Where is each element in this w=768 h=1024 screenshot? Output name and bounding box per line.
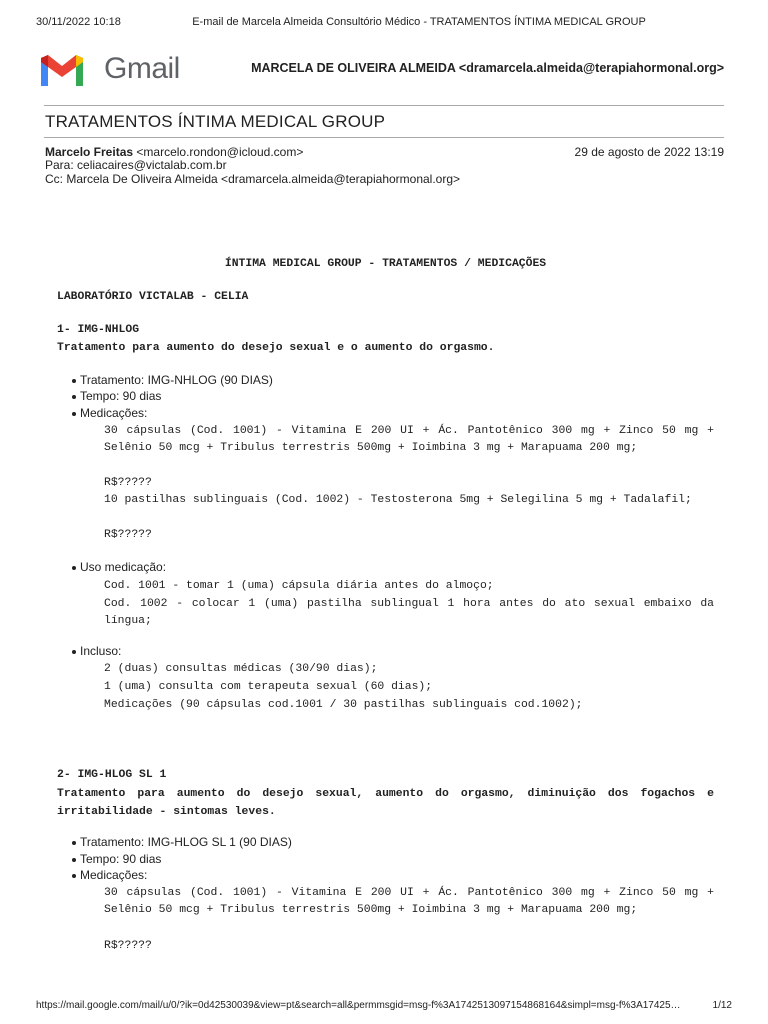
logo-row bbox=[38, 50, 724, 90]
main-title: ÍNTIMA MEDICAL GROUP - TRATAMENTOS / MEDICAÇÕES bbox=[224, 258, 547, 270]
list-item: Incluso: bbox=[80, 644, 122, 658]
page-number: 1/12 bbox=[712, 1000, 732, 1011]
price: R$????? bbox=[104, 477, 152, 489]
included-1: 2 (duas) consultas médicas (30/90 dias); bbox=[104, 663, 378, 675]
email-date: 29 de agosto de 2022 13:19 bbox=[574, 145, 724, 159]
list-item: Uso medicação: bbox=[80, 560, 167, 574]
print-datetime: 30/11/2022 10:18 bbox=[36, 16, 121, 28]
print-title: E-mail de Marcela Almeida Consultório Médico - TRATAMENTOS ÍNTIMA MEDICAL GROUP bbox=[192, 16, 646, 28]
price: R$????? bbox=[104, 940, 152, 952]
sender-line bbox=[45, 145, 724, 159]
divider bbox=[44, 105, 724, 106]
list-item: Tratamento: IMG-NHLOG (90 DIAS) bbox=[80, 373, 273, 387]
treatment-description: Tratamento para aumento do desejo sexual e o aumento do orgasmo. bbox=[57, 342, 495, 354]
usage-2: Cod. 1002 - colocar 1 (uma) pastilha sublingual 1 hora antes do ato sexual embaixo da língua; bbox=[104, 598, 714, 628]
list-item: Tempo: 90 dias bbox=[80, 852, 162, 866]
lab-heading: LABORATÓRIO VICTALAB - CELIA bbox=[57, 291, 249, 303]
print-footer bbox=[36, 1000, 732, 1011]
email-subject: TRATAMENTOS ÍNTIMA MEDICAL GROUP bbox=[45, 112, 386, 131]
recipient-cc: Cc: Marcela De Oliveira Almeida <dramarcela.almeida@terapiahormonal.org> bbox=[45, 172, 461, 186]
included-2: 1 (uma) consulta com terapeuta sexual (60 dias); bbox=[104, 681, 433, 693]
divider bbox=[44, 137, 724, 138]
treatment-heading: 1- IMG-NHLOG bbox=[57, 324, 140, 336]
treatment-description: Tratamento para aumento do desejo sexual, aumento do orgasmo, diminuição dos fogachos e irritabilidade - sintomas leves. bbox=[57, 788, 714, 818]
sender-email: <marcelo.rondon@icloud.com> bbox=[136, 145, 304, 159]
medication-1: 30 cápsulas (Cod. 1001) - Vitamina E 200 UI + Ác. Pantotênico 300 mg + Zinco 50 mg + Selênio 50 mcg + Tribulus terrestris 500mg + Ioimbina 3 mg + Marapuama 200 mg; bbox=[104, 887, 714, 917]
list-item: Medicações: bbox=[80, 868, 148, 882]
list-item: Tratamento: IMG-HLOG SL 1 (90 DIAS) bbox=[80, 835, 292, 849]
list-item: Tempo: 90 dias bbox=[80, 389, 162, 403]
medication-1: 30 cápsulas (Cod. 1001) - Vitamina E 200 UI + Ác. Pantotênico 300 mg + Zinco 50 mg + Selênio 50 mcg + Tribulus terrestris 500mg + Ioimbina 3 mg + Marapuama 200 mg; bbox=[104, 425, 714, 455]
sender-name: Marcelo Freitas bbox=[45, 145, 134, 159]
list-item: Medicações: bbox=[80, 406, 148, 420]
gmail-wordmark: Gmail bbox=[104, 52, 180, 85]
price: R$????? bbox=[104, 529, 152, 541]
treatment-heading: 2- IMG-HLOG SL 1 bbox=[57, 769, 167, 781]
usage-1: Cod. 1001 - tomar 1 (uma) cápsula diária antes do almoço; bbox=[104, 580, 494, 592]
print-header bbox=[36, 16, 732, 32]
account-identity: MARCELA DE OLIVEIRA ALMEIDA <dramarcela.almeida@terapiahormonal.org> bbox=[251, 61, 724, 75]
page-url: https://mail.google.com/mail/u/0/?ik=0d42530039&view=pt&search=all&permmsgid=msg-f%3A1742513097154868164&simpl=msg-f%3A17425… bbox=[36, 1000, 681, 1011]
gmail-m-logo-icon bbox=[38, 50, 86, 88]
gmail-logo[interactable] bbox=[38, 50, 188, 90]
included-3: Medicações (90 cápsulas cod.1001 / 30 pastilhas sublinguais cod.1002); bbox=[104, 699, 583, 711]
recipient-to: Para: celiacaires@victalab.com.br bbox=[45, 158, 227, 172]
medication-2: 10 pastilhas sublinguais (Cod. 1002) - Testosterona 5mg + Selegilina 5 mg + Tadalafil; bbox=[104, 494, 692, 506]
